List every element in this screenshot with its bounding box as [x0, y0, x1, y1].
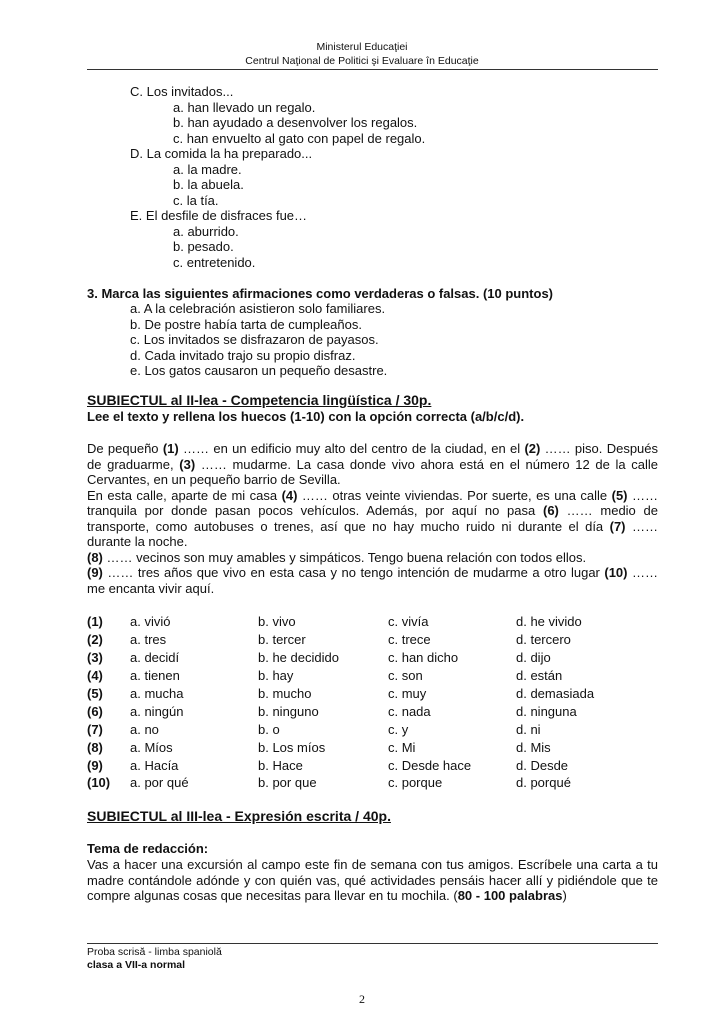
option-cell: b. mucho — [258, 686, 312, 701]
text-segment: …… piso. Después de graduarme, — [87, 441, 659, 472]
header-center: Centrul Naţional de Politici şi Evaluare în Educaţie — [245, 55, 479, 67]
option-cell: d. Mis — [516, 739, 551, 755]
option-cell: a. mucha — [130, 686, 184, 701]
answer-option: a. la madre. — [173, 161, 242, 177]
answer-option: a. aburrido. — [173, 223, 239, 239]
text-segment: …… tres años que vivo en esta casa y no tengo intención de mudarme a otro lugar — [102, 565, 605, 580]
option-cell: d. ninguna — [516, 703, 577, 719]
text-segment: …… me encanta vivir aquí. — [87, 565, 658, 596]
gap-label: (10) — [87, 775, 111, 791]
statement-item: b. De postre había tarta de cumpleaños. — [130, 316, 362, 332]
option-cell: c. Mi — [388, 739, 416, 755]
text-segment: …… durante la noche. — [87, 518, 658, 549]
header-ministry: Ministerul Educaţiei — [316, 41, 408, 53]
option-row — [87, 774, 616, 792]
statement-item: c. Los invitados se disfrazaron de payasos. — [130, 332, 379, 347]
section-2-instructions: Lee el texto y rellena los huecos (1-10) con la opción correcta (a/b/c/d). — [87, 409, 525, 424]
option-cell: b. Los míos — [258, 739, 326, 755]
option-cell: d. porqué — [516, 775, 571, 791]
essay-prompt-end: ) — [562, 888, 567, 903]
gap-label: (6) — [87, 703, 103, 719]
word-count: 80 - 100 palabras — [457, 888, 563, 903]
gap-number: (10) — [604, 565, 628, 580]
option-cell: a. Míos — [130, 739, 173, 755]
option-cell: b. por que — [258, 775, 317, 791]
answer-option: c. entretenido. — [173, 254, 256, 270]
section-3-title: SUBIECTUL al III-lea - Expresión escrita / 40p. — [87, 808, 391, 824]
footer-subject: Proba scrisă - limba spaniolă — [87, 946, 222, 958]
option-cell: c. Desde hace — [388, 757, 472, 773]
option-cell: d. tercero — [516, 632, 571, 648]
option-cell: c. son — [388, 668, 423, 684]
option-cell: c. muy — [388, 686, 427, 701]
essay-topic-label: Tema de redacción: — [87, 841, 209, 856]
question-item: D. La comida la ha preparado... — [130, 146, 313, 161]
option-cell: b. he decidido — [258, 650, 339, 666]
question-2-items — [130, 84, 425, 270]
answer-option: b. la abuela. — [173, 177, 244, 192]
option-cell: d. están — [516, 668, 563, 684]
text-segment: De pequeño — [87, 441, 163, 456]
option-cell: a. ningún — [130, 703, 184, 719]
option-cell: b. ninguno — [258, 703, 319, 719]
gap-label: (7) — [87, 721, 103, 737]
statement-item: e. Los gatos causaron un pequeño desastre. — [130, 363, 388, 378]
gap-number: (6) — [543, 503, 559, 518]
option-cell: c. vivía — [388, 614, 429, 630]
question-item: C. Los invitados... — [130, 84, 234, 99]
gap-number: (8) — [87, 549, 103, 565]
answer-option: b. pesado. — [173, 239, 234, 254]
text-segment: …… mudarme. La casa donde vivo ahora está en el número 12 de la calle Cervantes, en un pequeño barrio de Sevilla. — [87, 456, 658, 487]
option-cell: d. dijo — [516, 650, 551, 666]
option-cell: d. ni — [516, 721, 541, 737]
option-row — [87, 685, 616, 703]
text-segment: …… medio de transporte, como autobuses o trenes, así que no hay mucho ruido ni durante el día — [87, 503, 658, 534]
gap-number: (7) — [609, 518, 626, 534]
footer-class: clasa a VII-a normal — [87, 959, 186, 971]
question-3-title: 3. Marca las siguientes afirmaciones como verdaderas o falsas. (10 puntos) — [87, 286, 554, 301]
gap-label: (4) — [87, 668, 103, 684]
option-cell: c. trece — [388, 632, 431, 648]
gap-number: (3) — [179, 456, 196, 472]
text-segment: En esta calle, aparte de mi casa — [87, 487, 282, 503]
text-segment: …… otras veinte viviendas. Por suerte, es una calle — [297, 487, 612, 503]
option-cell: a. tienen — [130, 668, 180, 684]
option-cell: b. o — [258, 721, 280, 737]
option-row — [87, 738, 616, 756]
option-cell: d. demasiada — [516, 686, 595, 701]
option-row — [87, 631, 616, 649]
option-cell: a. vivió — [130, 614, 171, 630]
footer-rule — [87, 943, 658, 944]
answer-option: a. han llevado un regalo. — [173, 99, 316, 115]
option-cell: a. decidí — [130, 650, 180, 666]
option-cell: d. Desde — [516, 757, 569, 773]
option-row — [87, 720, 616, 738]
gap-number: (9) — [87, 565, 103, 580]
gap-label: (5) — [87, 686, 103, 701]
gap-label: (1) — [87, 614, 103, 630]
gap-number: (4) — [281, 487, 298, 503]
gap-label: (8) — [87, 739, 103, 755]
text-segment: …… tranquila por donde pasan pocos vehículos. Además, por aquí no pasa — [87, 487, 658, 518]
text-segment: …… en un edificio muy alto del centro de la ciudad, en el — [178, 441, 525, 456]
cloze-text — [87, 441, 658, 596]
gap-number: (5) — [611, 487, 628, 503]
option-cell: b. tercer — [258, 632, 306, 648]
option-cell: b. Hace — [258, 757, 303, 773]
option-cell: b. vivo — [258, 614, 296, 630]
option-row — [87, 702, 616, 720]
option-cell: c. porque — [388, 775, 443, 791]
option-cell: c. y — [388, 721, 409, 737]
option-cell: d. he vivido — [516, 614, 582, 630]
option-row — [87, 756, 616, 774]
statement-item: a. A la celebración asistieron solo familiares. — [130, 301, 386, 316]
gap-label: (9) — [87, 757, 103, 773]
gap-label: (2) — [87, 632, 103, 648]
option-row — [87, 649, 616, 667]
option-cell: b. hay — [258, 668, 294, 684]
answer-option: b. han ayudado a desenvolver los regalos. — [173, 115, 418, 130]
answer-option: c. la tía. — [173, 192, 219, 208]
text-segment: …… vecinos son muy amables y simpáticos. Tengo buena relación con todos ellos. — [102, 549, 587, 565]
option-cell: c. han dicho — [388, 650, 459, 666]
essay-prompt — [87, 857, 658, 904]
option-row — [87, 667, 616, 685]
question-item: E. El desfile de disfraces fue… — [130, 208, 308, 223]
statement-item: d. Cada invitado trajo su propio disfraz. — [130, 347, 356, 363]
page-number: 2 — [359, 992, 365, 1006]
gap-number: (2) — [524, 441, 541, 456]
gap-number: (1) — [162, 441, 179, 456]
essay-prompt-text: Vas a hacer una excursión al campo este fin de semana con tus amigos. Escríbele una carta a tu madre contándole adónde y con quién vas, qué actividades pensáis hacer allí y pidiéndole que te compre algunas cosas que necesitas para llevar en tu mochila. ( — [87, 857, 658, 903]
gap-label: (3) — [87, 650, 103, 666]
section-2-title: SUBIECTUL al II-lea - Competencia lingüística / 30p. — [87, 392, 432, 408]
option-cell: a. por qué — [130, 775, 189, 791]
question-3-items — [130, 301, 387, 379]
option-row — [87, 613, 616, 631]
options-table — [87, 613, 616, 792]
answer-option: c. han envuelto al gato con papel de regalo. — [173, 130, 426, 146]
option-cell: c. nada — [388, 703, 431, 719]
option-cell: a. tres — [130, 632, 167, 648]
header-rule — [87, 69, 658, 70]
option-cell: a. no — [130, 721, 159, 737]
option-cell: a. Hacía — [130, 757, 179, 773]
